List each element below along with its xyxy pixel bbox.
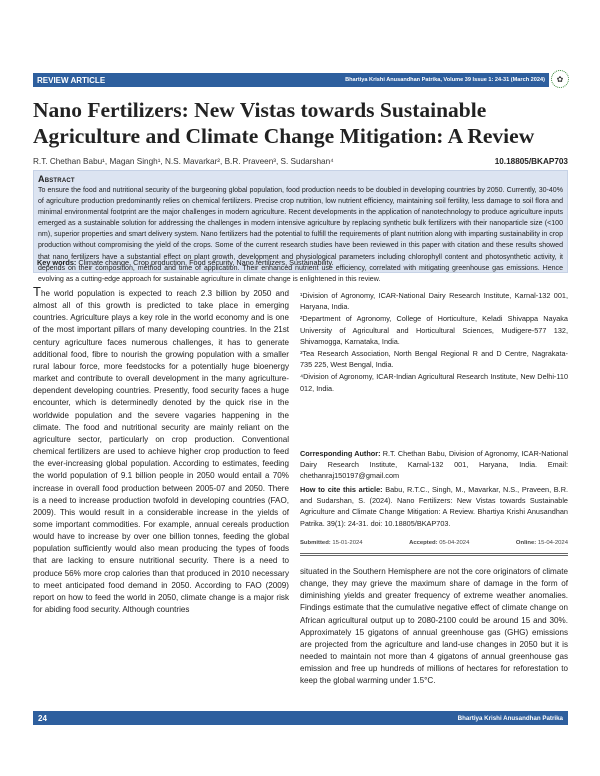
abstract-text: To ensure the food and nutritional security of the burgeoning global population, food production needs to be doubled in developing countries by 2050. Currently, 30-40% of agriculture production predominantly relies on chemical fertilizers. Precise crop nutrition, low nutrient efficiency, maintaining soil fertility, less damage to soil flora and minimal environmental footprint are the major challenges in modern agriculture. Recent developments in the application of nanotechnology to produce agriculture inputs emerged as a sustainable solution for addressing the challenges in modern intensive agriculture by replacing synthetic bulk fertilizers with their nanoparticle size (<100 nm), superior properties and smart delivery system. Nano fertilizers had the potential to fulfill the requirements of plant nutrition along with imparting sustainability in crop production without compromising the yield of the crops. Some of the current research studies have been reviewed in this paper with citation and these results showed that nano fertilizers have a substantial effect on plant growth, development and physiological parameters including chlorophyll content and photosynthetic activity, it depends on their composition, method and time of application. Their enhanced nutrient use efficiency, correlated with mitigating greenhouse gas emissions. Hence evolving as a cutting-edge approach for sustainable agriculture in climate change is enlightened in this review. [38, 187, 563, 283]
footer-band [33, 711, 568, 725]
article-title: Nano Fertilizers: New Vistas towards Sustainable Agriculture and Climate Change Mitigation: A Review [33, 98, 535, 148]
keywords-label: Key words: [37, 258, 77, 267]
journal-citation: Bhartiya Krishi Anusandhan Patrika, Volume 39 Issue 1: 24-31 (March 2024) [345, 77, 545, 83]
footer-journal: Bhartiya Krishi Anusandhan Patrika [457, 714, 563, 722]
page-number: 24 [38, 713, 47, 723]
affiliation: ¹Division of Agronomy, ICAR-National Dairy Research Institute, Karnal-132 001, Haryana, India. [300, 291, 568, 312]
divider [300, 553, 568, 556]
body-left-text: he world population is expected to reach 2.3 billion by 2050 and almost all of this growth is predicted to take place in emerging countries. Agriculture plays a key role in the world economy and is one of the most important pillars of many developing countries. In the 21st century agriculture faces numerous challenges, it has to generate additional food, fibre to nourish the growing population with a smaller rural labour force, more feedstocks for a potentially huge bioenergy market and contribute to overall development in the many agriculture-dependent developing countries. Presently, food security faces a huge encounter, which is determinedly denoted by the quick rise in the worldwide population and the severe vagaries happening in the climate. The food and nutritional security are mainly reliant on the agriculture sector, particularly on crop production. Conventional chemical fertilizers are used to achieve higher crop production to feed the ever-increasing global population. According to estimates, feeding the world population of 9.1 billion people in 2050 would entail a 70% increase in overall food production between 2005-07 and 2050. There is a need to increase production twofold in developing countries (FAO, 2009). This would result in a considerable increase in the yields of some important commodities. For example, annual cereals production would have to increase by over one billion tonnes, feeding the global population sufficiently would also mean producing the types of foods that are lacking to ensure nutritional security. There is a need to produce 56% more crop calories than that produced in 2010 necessary to meet anticipated food demand in 2050. According to FAO (2009) report on how to feed the world in 2050, climate change is a major risk for abiding food security. Although countries [33, 289, 289, 615]
corresponding-label: Corresponding Author: [300, 449, 381, 458]
cite-text: Babu, R.T.C., Singh, M., Mavarkar, N.S., Praveen, B.R. and Sudarshan, S. (2024). Nano Fertilizers: New Vistas towards Sustainable Agriculture and Climate Change Mitigation: A Review. Bhartiya Krishi Anusandhan Patrika. 39(1): 24-31. doi: 10.18805/BKAP703. [300, 485, 568, 528]
affiliation: ⁴Division of Agronomy, ICAR-Indian Agricultural Research Institute, New Delhi-110 012, India. [300, 372, 568, 393]
how-to-cite [300, 484, 568, 529]
accepted-label: Accepted: [409, 540, 438, 546]
drop-cap: T [33, 284, 41, 299]
submitted-label: Submitted: [300, 540, 331, 546]
submitted-date: 15-01-2024 [332, 540, 363, 546]
doi[interactable]: 10.18805/BKAP703 [494, 157, 568, 166]
affiliations [300, 290, 568, 395]
corresponding-text: R.T. Chethan Babu, Division of Agronomy, ICAR-National Dairy Research Institute, Karnal-132 001, Haryana, India. Email: chethanraj150197@gmail.com [300, 449, 568, 481]
abstract-heading: Abstract [38, 174, 75, 184]
keywords-text: Climate change, Crop production, Food security, Nano fertilizers, Sustainability. [78, 258, 334, 267]
journal-logo-icon: ✿ [551, 70, 569, 88]
cite-label: How to cite this article: [300, 485, 383, 494]
affiliation: ³Tea Research Association, North Bengal Regional R and D Centre, Nagrakata-735 225, West Bengal, India. [300, 349, 568, 370]
online-label: Online: [515, 540, 537, 546]
body-right-text: situated in the Southern Hemisphere are not the core originators of climate change, they may grieve the maximum share of damage in the form of diminishing yields and greater frequency of extreme weather anomalies. Findings estimate that the cumulative negative effect of climate change on African agricultural output up to 2080-2100 could be around 15 and 30%. Approximately 15 gigatons of annual greenhouse gas (GHG) emissions are projected from the agriculture and land-use changes in 2050 but it is needed to maintain not more than 4 gigatons of annual greenhouse gas emission and free up hundreds of millions of hectares for reforestation to keep the global warming under 1.5°C. [300, 567, 568, 686]
accepted-date: 05-04-2024 [439, 540, 470, 546]
section-label: REVIEW ARTICLE [37, 75, 106, 85]
affiliation: ²Department of Agronomy, College of Horticulture, Keladi Shivappa Nayaka University of Agricultural and Horticultural Sciences, Mudigere-577 132, Shivamogga, Karnataka, India. [300, 314, 568, 346]
authors: R.T. Chethan Babu¹, Magan Singh¹, N.S. Mavarkar², B.R. Praveen³, S. Sudarshan⁴ [33, 157, 334, 166]
header-band [33, 73, 549, 87]
body-left-column [33, 286, 289, 616]
online-date: 15-04-2024 [537, 540, 568, 546]
keywords [37, 258, 334, 267]
corresponding-author [300, 448, 568, 482]
article-dates [300, 540, 568, 546]
